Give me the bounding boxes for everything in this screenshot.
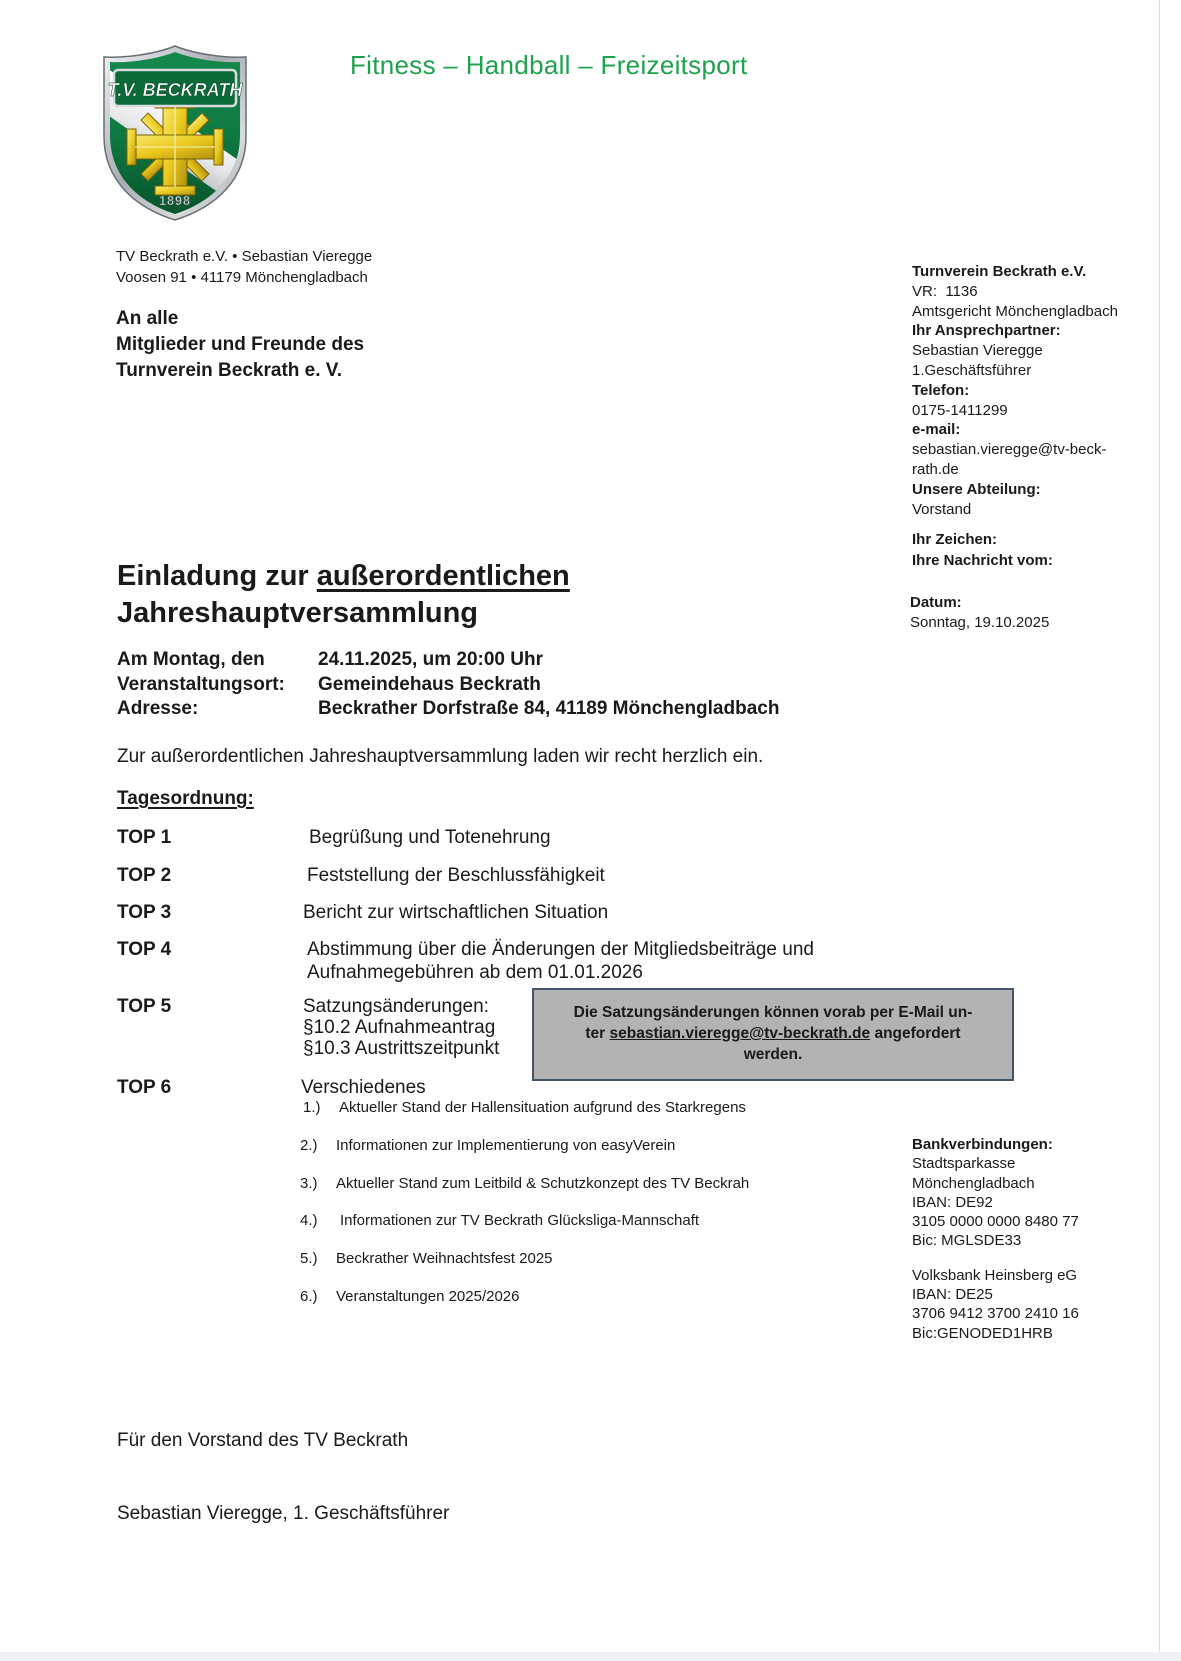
- agenda-item-text: Bericht zur wirtschaftlichen Situation: [303, 902, 609, 923]
- agenda-item-code: TOP 2: [117, 865, 172, 886]
- agenda-item-code: TOP 6: [117, 1077, 172, 1098]
- event-row-label: Am Montag, den: [117, 649, 265, 670]
- contact-label: Ihr Ansprechpartner:: [912, 322, 1061, 340]
- date-value: Sonntag, 19.10.2025: [910, 613, 1050, 631]
- page-right-edge: [1159, 0, 1160, 1652]
- bank-details: [912, 1135, 1168, 1343]
- sender-line-1: TV Beckrath e.V. • Sebastian Vieregge: [116, 248, 373, 265]
- note-line: werden.: [743, 1046, 803, 1063]
- subitem-text: Aktueller Stand zum Leitbild & Schutzkonzept des TV Beckrah: [336, 1175, 750, 1192]
- satzung-note-box: [532, 988, 1014, 1081]
- subitem-text: Beckrather Weihnachtsfest 2025: [336, 1250, 553, 1267]
- title-prefix: Einladung zur: [117, 560, 317, 592]
- top6-subitem: [300, 1250, 553, 1267]
- register-court: Amtsgericht Mönchengladbach: [912, 302, 1118, 320]
- event-row: [117, 673, 779, 698]
- event-row-value: Beckrather Dorfstraße 84, 41189 Mönchengladbach: [318, 698, 780, 720]
- event-row-value: 24.11.2025, um 20:00 Uhr: [318, 649, 543, 670]
- email-value-line: rath.de: [912, 460, 959, 478]
- org-name: Turnverein Beckrath e.V.: [912, 263, 1087, 280]
- note-line-prefix: ter: [585, 1025, 610, 1042]
- event-row: [117, 648, 779, 673]
- bank-line: Bic:GENODED1HRB: [912, 1324, 1053, 1342]
- title-underlined-word: außerordentlichen: [316, 560, 570, 592]
- agenda-subline: §10.2 Aufnahmeantrag: [303, 1017, 496, 1038]
- recipient-block: [116, 306, 364, 384]
- intro-paragraph: Zur außerordentlichen Jahreshauptversammlung laden wir recht herzlich ein.: [117, 746, 764, 767]
- shield-icon: [100, 44, 250, 222]
- bank-line: Volksbank Heinsberg eG: [912, 1266, 1078, 1284]
- bank-line: Bic: MGLSDE33: [912, 1232, 1022, 1250]
- contact-role: 1.Geschäftsführer: [912, 361, 1032, 379]
- sender-address: [116, 246, 372, 288]
- agenda-item-text: Abstimmung über die Änderungen der Mitgliedsbeiträge und Aufnahmegebühren ab dem 01.01.2026: [307, 939, 814, 983]
- department-label: Unsere Abteilung:: [912, 480, 1041, 498]
- signature-line: Sebastian Vieregge, 1. Geschäftsführer: [117, 1503, 450, 1524]
- bank-heading: Bankverbindungen:: [912, 1136, 1053, 1153]
- contact-name: Sebastian Vieregge: [912, 342, 1043, 360]
- message-date-label: Ihre Nachricht vom:: [912, 552, 1053, 569]
- bank-spacer: [912, 1251, 1168, 1266]
- department-value: Vorstand: [912, 500, 972, 518]
- top6-subitem: [300, 1175, 749, 1192]
- event-details: [117, 648, 779, 722]
- agenda-heading: Tagesordnung:: [117, 788, 254, 809]
- agenda-subline: Satzungsänderungen:: [303, 996, 489, 1017]
- bank-line: Mönchengladbach: [912, 1174, 1035, 1192]
- bank-line: IBAN: DE92: [912, 1193, 993, 1211]
- subitem-text: Informationen zur Implementierung von easyVerein: [336, 1137, 676, 1154]
- recipient-line: Mitglieder und Freunde des: [116, 334, 365, 355]
- title-line-2: Jahreshauptversammlung: [117, 597, 479, 629]
- note-line-suffix: angefordert: [870, 1025, 961, 1042]
- club-logo: [100, 44, 250, 222]
- agenda-item-code: TOP 4: [117, 939, 172, 960]
- subitem-number: 6.): [300, 1288, 318, 1305]
- bank-line: Stadtsparkasse: [912, 1155, 1016, 1173]
- subitem-text: Veranstaltungen 2025/2026: [336, 1288, 520, 1305]
- subitem-number: 3.): [300, 1175, 318, 1192]
- page-bottom-edge: [0, 1652, 1181, 1661]
- event-row-value: Gemeindehaus Beckrath: [318, 673, 541, 695]
- reference-label: Ihr Zeichen:: [912, 531, 998, 548]
- agenda-item-code: TOP 5: [117, 996, 172, 1017]
- top6-subitem: [300, 1137, 675, 1154]
- bank-line: 3105 0000 0000 8480 77: [912, 1213, 1079, 1231]
- register-number: VR: 1136: [912, 282, 978, 300]
- page-title: [117, 558, 570, 632]
- email-label: e-mail:: [912, 421, 961, 439]
- subitem-text: Informationen zur TV Beckrath Glücksliga-Mannschaft: [340, 1212, 700, 1229]
- note-line: [544, 1023, 1002, 1044]
- subitem-number: 4.): [300, 1212, 318, 1229]
- phone-label: Telefon:: [912, 381, 970, 399]
- note-email-link[interactable]: sebastian.vieregge@tv-beckrath.de: [609, 1025, 871, 1042]
- agenda-item-text: Feststellung der Beschlussfähigkeit: [307, 865, 605, 886]
- note-line: Die Satzungsänderungen können vorab per E-Mail un-: [573, 1004, 973, 1021]
- subitem-number: 2.): [300, 1137, 318, 1154]
- date-label: Datum:: [910, 594, 962, 611]
- agenda-item-text: Begrüßung und Totenehrung: [309, 827, 551, 848]
- event-row: [117, 697, 779, 722]
- event-row-label: Veranstaltungsort:: [117, 673, 285, 695]
- top6-subitem: [303, 1099, 746, 1116]
- bank-line: IBAN: DE25: [912, 1286, 993, 1304]
- subitem-number: 1.): [303, 1099, 321, 1116]
- top6-subitem: [300, 1288, 520, 1305]
- agenda-subline: §10.3 Austrittszeitpunkt: [303, 1038, 500, 1059]
- agenda-item-text: Verschiedenes: [301, 1077, 426, 1098]
- recipient-line: An alle: [116, 308, 179, 329]
- agenda-item-code: TOP 3: [117, 902, 172, 923]
- subitem-text: Aktueller Stand der Hallensituation aufgrund des Starkregens: [339, 1099, 746, 1116]
- sender-line-2: Voosen 91 • 41179 Mönchengladbach: [116, 269, 368, 286]
- top6-subitem: [300, 1212, 699, 1229]
- event-row-label: Adresse:: [117, 698, 199, 720]
- subitem-number: 5.): [300, 1250, 318, 1267]
- reference-panel: [912, 529, 1168, 571]
- phone-value: 0175-1411299: [912, 401, 1008, 419]
- agenda-item-code: TOP 1: [117, 827, 172, 848]
- bank-line: 3706 9412 3700 2410 16: [912, 1305, 1079, 1323]
- info-panel: [912, 262, 1168, 519]
- date-panel: [910, 593, 1166, 632]
- recipient-line: Turnverein Beckrath e. V.: [116, 360, 342, 381]
- closing-line: Für den Vorstand des TV Beckrath: [117, 1430, 409, 1451]
- logo-banner-text: T.V. BECKRATH: [107, 80, 243, 100]
- logo-year-text: 1898: [159, 194, 191, 208]
- club-tagline: Fitness – Handball – Freizeitsport: [350, 50, 748, 80]
- email-value-line: sebastian.vieregge@tv-beck-: [912, 441, 1107, 459]
